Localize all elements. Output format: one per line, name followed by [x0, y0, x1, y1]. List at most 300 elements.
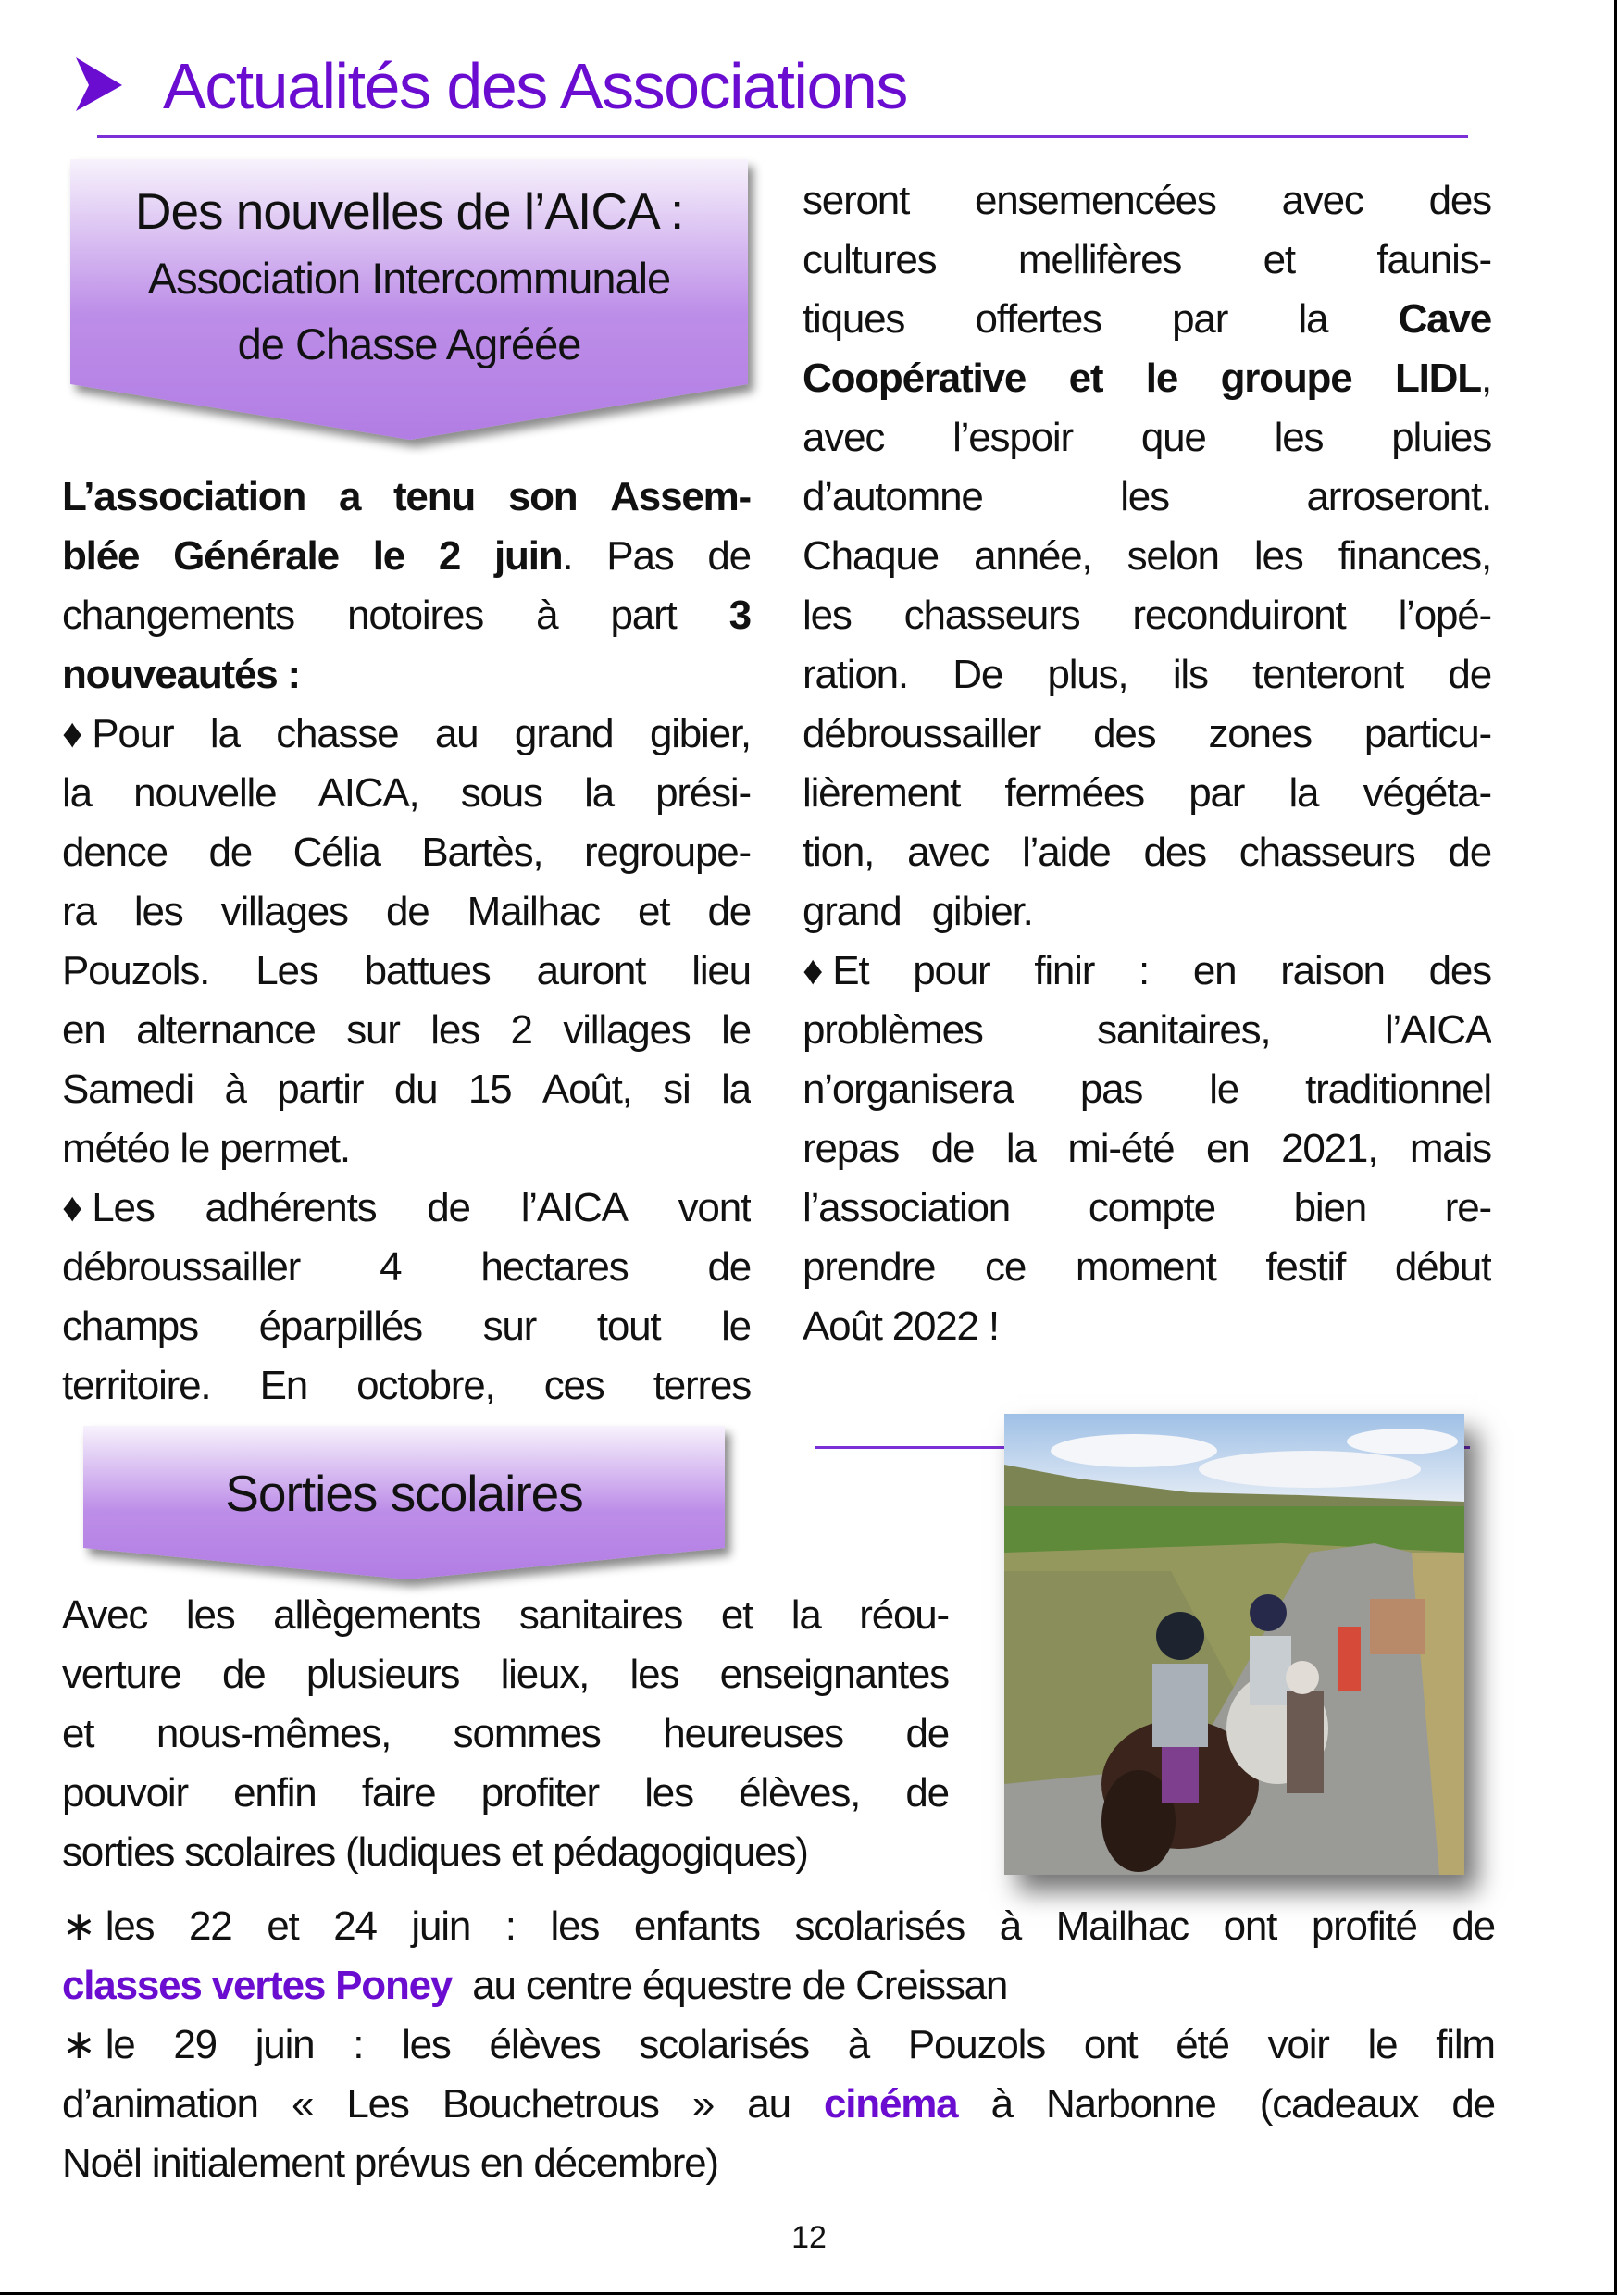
word: grand gibier.	[803, 889, 1033, 934]
text-line	[62, 1704, 949, 1764]
word: et	[267, 1903, 299, 1949]
word: enfin	[233, 1770, 317, 1816]
word: zones	[1208, 711, 1312, 756]
header-rule	[97, 135, 1468, 138]
word: :	[504, 1903, 516, 1949]
word: et	[1068, 356, 1103, 401]
word: et	[1263, 237, 1295, 282]
text-line	[62, 1060, 751, 1119]
text-line	[62, 2075, 1495, 2134]
word: ration.	[803, 652, 908, 697]
word: raison	[1280, 948, 1385, 993]
page-title: Actualités des Associations	[163, 50, 907, 122]
word: de	[707, 889, 751, 934]
word: arroseront.	[1306, 474, 1491, 519]
word: de	[1448, 830, 1491, 875]
word: les	[185, 1592, 235, 1638]
text-line	[62, 942, 751, 1001]
word: tiques	[803, 296, 905, 342]
text-line	[62, 1897, 1495, 1956]
word: la	[1298, 296, 1328, 342]
word: a	[338, 474, 361, 519]
word: avec	[1281, 178, 1363, 223]
word: débroussailler	[803, 711, 1041, 756]
aica-left-column	[62, 468, 751, 1416]
word: ♦ Pour	[62, 711, 174, 756]
word: et	[62, 1711, 94, 1756]
word: 2	[438, 533, 461, 579]
word: Août,	[541, 1067, 632, 1112]
word: sanitaires	[518, 1592, 683, 1638]
word: Célia	[292, 830, 380, 875]
word: :	[353, 2022, 364, 2067]
word: plus,	[1047, 652, 1128, 697]
word: alternance	[136, 1007, 316, 1053]
word: Mailhac	[1055, 1903, 1189, 1949]
word: Bartès,	[421, 830, 543, 875]
word: particu-	[1363, 711, 1491, 756]
text-line	[803, 1001, 1491, 1060]
word: 4	[380, 1244, 402, 1290]
word: mi-été	[1067, 1126, 1175, 1171]
word: la	[209, 711, 240, 756]
word: hectares	[480, 1244, 629, 1290]
word: des	[1428, 178, 1491, 223]
word: des	[1143, 830, 1206, 875]
word: vont	[678, 1185, 751, 1230]
word: chasseurs	[1238, 830, 1415, 875]
chevron-right-icon	[76, 57, 122, 111]
text-line	[803, 408, 1491, 468]
word: les	[550, 1903, 600, 1949]
word: d’automne	[803, 474, 983, 519]
word: verture	[62, 1652, 181, 1697]
word: ce	[985, 1244, 1027, 1290]
word: heureuses	[663, 1711, 843, 1756]
word: 2	[510, 1007, 532, 1053]
word: début	[1394, 1244, 1491, 1290]
text-line	[62, 1956, 1495, 2015]
word: offertes	[975, 296, 1101, 342]
word: 22	[189, 1903, 232, 1949]
word: Les	[346, 2081, 409, 2127]
word: Cave	[1398, 296, 1491, 342]
word: Août 2022 !	[803, 1304, 999, 1349]
sorties-banner-title: Sorties scolaires	[225, 1465, 583, 1522]
word: prési-	[655, 770, 751, 816]
word: la	[1005, 1126, 1036, 1171]
word: lieu	[691, 948, 751, 993]
word: mellifères	[1017, 237, 1182, 282]
word: lièrement	[803, 770, 961, 816]
word: par	[1189, 770, 1245, 816]
word: sous	[460, 770, 542, 816]
word: en	[1192, 948, 1237, 993]
word: profité	[1311, 1903, 1417, 1949]
word: partir	[277, 1067, 364, 1112]
word: chasseurs	[903, 593, 1080, 638]
word: en	[1205, 1126, 1250, 1171]
word: à	[224, 1067, 246, 1112]
word: de	[1451, 2081, 1495, 2127]
word: de	[221, 1652, 266, 1697]
word: Chaque	[803, 533, 939, 579]
word: enseignantes	[719, 1652, 949, 1697]
word: tion,	[803, 830, 875, 875]
text-line	[62, 2134, 1495, 2193]
word: compte	[1088, 1185, 1215, 1230]
word: Mailhac	[467, 889, 600, 934]
word: De	[952, 652, 1003, 697]
word: Narbonne	[1045, 2081, 1216, 2127]
word: finances,	[1338, 533, 1491, 579]
word: traditionnel	[1305, 1067, 1491, 1112]
word: et	[720, 1592, 753, 1638]
text-line	[803, 349, 1491, 408]
word: que	[1140, 415, 1206, 460]
word: par	[1172, 296, 1228, 342]
word: bien	[1293, 1185, 1367, 1230]
word: sur	[482, 1304, 537, 1349]
word: groupe	[1220, 356, 1352, 401]
text-line	[62, 1179, 751, 1238]
word: gibier,	[649, 711, 751, 756]
word: Avec	[62, 1592, 148, 1638]
word: changements	[62, 593, 294, 638]
text-line	[803, 290, 1491, 349]
text-line	[803, 1060, 1491, 1119]
word: avec	[907, 830, 989, 875]
text-line	[62, 823, 751, 882]
word: moment	[1075, 1244, 1216, 1290]
word: Pouzols.	[62, 948, 210, 993]
punctuation: ,	[1480, 356, 1491, 401]
word: ont	[1083, 2022, 1138, 2067]
word: 2021,	[1281, 1126, 1378, 1171]
word: tenu	[392, 474, 476, 519]
word: villages	[220, 889, 348, 934]
word: le	[721, 1304, 751, 1349]
word: enfants	[633, 1903, 760, 1949]
word: (cadeaux	[1249, 2081, 1419, 2127]
photo-image	[1004, 1414, 1464, 1875]
word: les	[644, 1770, 693, 1816]
word: et	[638, 889, 670, 934]
word: avec	[803, 415, 885, 460]
word: ∗ les	[62, 1903, 155, 1949]
word: de	[930, 1126, 975, 1171]
word: prendre	[803, 1244, 936, 1290]
word: mais	[1409, 1126, 1491, 1171]
word: dence	[62, 830, 168, 875]
word: Bouchetrous	[442, 2081, 659, 2127]
word: ra	[62, 889, 96, 934]
word: éparpillés	[258, 1304, 422, 1349]
word: ♦ Et	[803, 948, 869, 993]
word: si	[663, 1067, 691, 1112]
word: les	[1253, 533, 1303, 579]
word: n’organisera	[803, 1067, 1014, 1112]
word: des	[1093, 711, 1156, 756]
word: 15	[467, 1067, 512, 1112]
word: le	[1209, 1067, 1239, 1112]
word: élèves,	[739, 1770, 861, 1816]
text-line	[62, 1297, 751, 1356]
word: de	[385, 889, 429, 934]
word: selon	[1126, 533, 1219, 579]
word: à	[999, 1903, 1022, 1949]
word: débroussailler	[62, 1244, 301, 1290]
word: Les	[255, 948, 318, 993]
word: chasse	[276, 711, 399, 756]
text-line	[803, 823, 1491, 882]
word: pouvoir	[62, 1770, 188, 1816]
word: L’association	[62, 474, 306, 519]
word: blée	[62, 533, 140, 579]
text-line	[803, 468, 1491, 527]
word: l’opé-	[1398, 593, 1491, 638]
word: des	[1428, 948, 1491, 993]
word: les	[1274, 415, 1324, 460]
word: les	[1120, 474, 1169, 519]
text-line	[62, 1119, 751, 1179]
word: année,	[974, 533, 1092, 579]
word: lieux,	[500, 1652, 590, 1697]
text-line	[803, 1179, 1491, 1238]
word: les	[629, 1652, 679, 1697]
word-group	[1395, 349, 1491, 408]
word: sommes	[453, 1711, 601, 1756]
word: AICA,	[317, 770, 419, 816]
text-line	[62, 1645, 949, 1704]
text-line	[62, 1001, 751, 1060]
word: juin	[411, 1903, 471, 1949]
word: les	[402, 2022, 451, 2067]
page-number: 12	[791, 2220, 827, 2255]
word: tout	[596, 1304, 661, 1349]
word: le	[372, 533, 404, 579]
word: les	[430, 1007, 479, 1053]
word: ces	[543, 1363, 604, 1408]
text-line	[62, 1764, 949, 1823]
pony-ride-photo	[1004, 1414, 1464, 1875]
word: le	[1367, 2022, 1398, 2067]
word: 29	[173, 2022, 217, 2067]
word: Coopérative	[803, 356, 1027, 401]
text-line	[62, 705, 751, 764]
word: de	[427, 1185, 470, 1230]
word: pas	[1079, 1067, 1143, 1112]
word: faire	[361, 1770, 436, 1816]
word: de	[208, 830, 252, 875]
text-line	[803, 645, 1491, 705]
word: la	[790, 1592, 821, 1638]
word: classes vertes Poney	[62, 1963, 453, 2008]
word: re-	[1444, 1185, 1491, 1230]
word: le	[1145, 356, 1178, 401]
word: au centre équestre de Creissan	[452, 1963, 1008, 2008]
word: pour	[913, 948, 990, 993]
word: «	[291, 2081, 314, 2127]
word: l’association	[803, 1185, 1011, 1230]
word: au	[747, 2081, 790, 2127]
word: cinéma	[823, 2081, 958, 2127]
text-line	[803, 586, 1491, 645]
word: LIDL	[1394, 356, 1481, 401]
word: de	[707, 533, 751, 579]
text-line	[62, 882, 751, 942]
word: la	[1288, 770, 1319, 816]
word: Pas	[606, 533, 674, 579]
word: champs	[62, 1304, 198, 1349]
word: d’animation	[62, 2081, 258, 2127]
word: la	[721, 1067, 751, 1112]
word: ils	[1172, 652, 1208, 697]
word: film	[1436, 2022, 1495, 2067]
text-line	[62, 1238, 751, 1297]
word: à	[847, 2022, 870, 2067]
word: été	[1176, 2022, 1229, 2067]
word: son	[507, 474, 578, 519]
word: ♦ Les	[62, 1185, 155, 1230]
word: pluies	[1391, 415, 1491, 460]
word: nous-mêmes,	[156, 1711, 392, 1756]
word: En	[259, 1363, 307, 1408]
word: du	[393, 1067, 438, 1112]
aica-banner-line3: de Chasse Agréée	[237, 319, 581, 368]
word: sur	[346, 1007, 400, 1053]
word: problèmes	[803, 1007, 983, 1053]
punctuation: .	[562, 533, 573, 579]
word: regroupe-	[583, 830, 751, 875]
word: reconduiront	[1132, 593, 1346, 638]
word: en	[62, 1007, 106, 1053]
word: notoires	[347, 593, 484, 638]
word: terres	[653, 1363, 751, 1408]
text-line	[62, 1356, 751, 1416]
word: octobre,	[356, 1363, 495, 1408]
text-line	[62, 1586, 949, 1645]
word: adhérents	[205, 1185, 377, 1230]
word: ensemencées	[974, 178, 1216, 223]
word: repas	[803, 1126, 900, 1171]
word: nouveautés :	[62, 652, 300, 697]
word: l’aide	[1022, 830, 1111, 875]
text-line	[62, 2015, 1495, 2075]
text-line	[62, 527, 751, 586]
aica-right-column	[803, 171, 1491, 1356]
word: profiter	[480, 1770, 599, 1816]
text-line	[803, 882, 1491, 942]
word: Pouzols	[907, 2022, 1046, 2067]
word: nouvelle	[133, 770, 277, 816]
text-line	[803, 764, 1491, 823]
aica-banner	[70, 159, 748, 442]
word: battues	[364, 948, 491, 993]
text-line	[62, 586, 751, 645]
sorties-banner	[83, 1426, 725, 1581]
word: végéta-	[1363, 770, 1491, 816]
word: »	[691, 2081, 715, 2127]
text-line	[62, 1823, 949, 1882]
word: Noël initialement prévus en décembre)	[62, 2140, 718, 2186]
word: allègements	[273, 1592, 481, 1638]
word-group	[494, 527, 572, 586]
word: la	[62, 770, 92, 816]
word: finir	[1034, 948, 1095, 993]
word: réou-	[859, 1592, 949, 1638]
word: Assem-	[610, 474, 751, 519]
aica-banner-line2: Association Intercommunale	[147, 254, 671, 303]
word: scolarisés	[794, 1903, 965, 1949]
word: faunis-	[1376, 237, 1491, 282]
text-line	[803, 1238, 1491, 1297]
word: :	[1139, 948, 1150, 993]
word: plusieurs	[305, 1652, 460, 1697]
sorties-items	[62, 1897, 1495, 2193]
word: à	[990, 2081, 1013, 2127]
word: fermées	[1004, 770, 1144, 816]
word: météo le permet.	[62, 1126, 350, 1171]
word: la	[584, 770, 614, 816]
word: juin	[255, 2022, 315, 2067]
text-line	[803, 527, 1491, 586]
word: à	[536, 593, 558, 638]
word: de	[1448, 652, 1491, 697]
word: ∗ le	[62, 2022, 135, 2067]
word: Samedi	[62, 1067, 193, 1112]
text-line	[803, 1119, 1491, 1179]
text-line	[62, 764, 751, 823]
word: territoire.	[62, 1363, 211, 1408]
word: villages	[563, 1007, 691, 1053]
text-line	[803, 231, 1491, 290]
word: l’espoir	[952, 415, 1073, 460]
text-line	[803, 1297, 1491, 1356]
word: les	[133, 889, 183, 934]
aica-banner-line1: Des nouvelles de l’AICA :	[134, 182, 684, 240]
word: cultures	[803, 237, 937, 282]
word: grand	[514, 711, 614, 756]
text-line	[803, 942, 1491, 1001]
text-line	[62, 645, 751, 705]
word: sorties scolaires (ludiques et pédagogiques)	[62, 1829, 808, 1875]
word: 3	[728, 593, 751, 638]
text-line	[803, 171, 1491, 231]
word: 24	[333, 1903, 377, 1949]
text-line	[62, 468, 751, 527]
word: auront	[536, 948, 646, 993]
word: juin	[494, 533, 563, 579]
word: part	[610, 593, 677, 638]
word: de	[707, 1244, 751, 1290]
word: les	[803, 593, 852, 638]
word: ont	[1223, 1903, 1277, 1949]
word: au	[434, 711, 479, 756]
word: seront	[803, 178, 910, 223]
text-line	[803, 705, 1491, 764]
word: de	[905, 1711, 949, 1756]
word: élèves	[489, 2022, 601, 2067]
word: l’AICA	[1384, 1007, 1491, 1053]
word: de	[905, 1770, 949, 1816]
word: sanitaires,	[1097, 1007, 1271, 1053]
word: festif	[1265, 1244, 1346, 1290]
sorties-intro-paragraph	[62, 1586, 949, 1882]
word: Générale	[173, 533, 339, 579]
word: voir	[1267, 2022, 1329, 2067]
word: le	[721, 1007, 751, 1053]
